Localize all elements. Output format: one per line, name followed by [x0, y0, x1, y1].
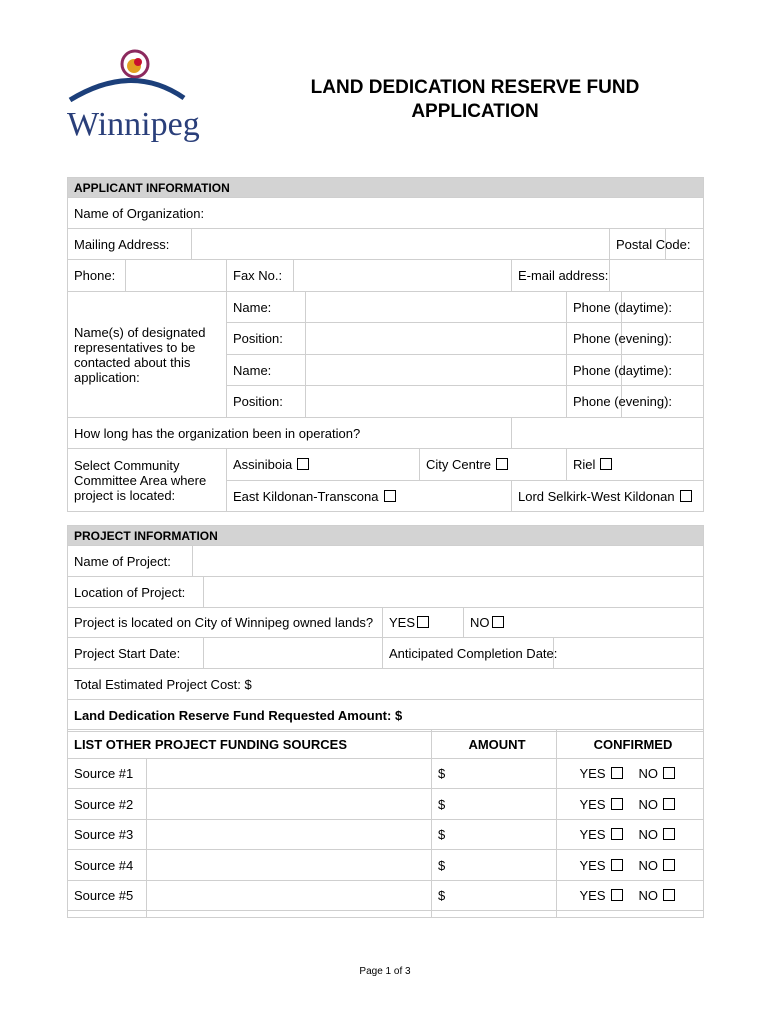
email-input[interactable]: [610, 260, 704, 292]
rep1-position-input[interactable]: [306, 323, 567, 355]
area-assiniboia[interactable]: Assiniboia: [227, 449, 420, 481]
project-name-input[interactable]: [193, 546, 704, 577]
amount-input[interactable]: $: [432, 881, 557, 911]
checkbox-icon[interactable]: [663, 889, 675, 901]
city-lands-no[interactable]: NO: [464, 608, 704, 638]
area-east-kildonan-transcona[interactable]: East Kildonan-Transcona: [227, 481, 512, 512]
postal-code-label: Postal Code:: [610, 229, 666, 260]
mailing-address-input[interactable]: [192, 229, 610, 260]
rep2-phone-evening-label: Phone (evening):: [567, 386, 622, 418]
amount-input[interactable]: $: [432, 850, 557, 881]
rep2-name-label: Name:: [227, 355, 306, 386]
logo-wordmark: Winnipeg: [67, 106, 200, 143]
confirmed-yes[interactable]: YES: [557, 759, 631, 789]
winnipeg-logo: [62, 42, 212, 152]
project-location-input[interactable]: [204, 577, 704, 608]
completion-date-input[interactable]: [554, 638, 704, 669]
rep1-name-input[interactable]: [306, 292, 567, 323]
start-date-input[interactable]: [204, 638, 383, 669]
funding-sources-header: LIST OTHER PROJECT FUNDING SOURCES: [68, 730, 432, 759]
spacer-cell: [631, 911, 704, 918]
page-title: LAND DEDICATION RESERVE FUND APPLICATION: [310, 77, 640, 122]
spacer-cell: [68, 911, 147, 918]
spacer-cell: [557, 911, 631, 918]
total-cost-field[interactable]: Total Estimated Project Cost: $: [68, 669, 704, 700]
checkbox-icon[interactable]: [611, 767, 623, 779]
source-input[interactable]: [147, 759, 432, 789]
source-input[interactable]: [147, 820, 432, 850]
source-label: Source #5: [68, 881, 147, 911]
source-input[interactable]: [147, 789, 432, 820]
years-in-operation-label: How long has the organization been in operation?: [68, 418, 512, 449]
organization-name-field[interactable]: Name of Organization:: [68, 198, 704, 229]
area-riel[interactable]: Riel: [567, 449, 704, 481]
checkbox-icon[interactable]: [492, 616, 504, 628]
checkbox-icon[interactable]: [611, 798, 623, 810]
amount-input[interactable]: $: [432, 789, 557, 820]
rep1-phone-evening-label: Phone (evening):: [567, 323, 622, 355]
checkbox-icon[interactable]: [663, 859, 675, 871]
rep2-position-input[interactable]: [306, 386, 567, 418]
checkbox-icon[interactable]: [384, 490, 396, 502]
project-information-table: [67, 525, 704, 732]
page-number: Page 1 of 3: [359, 966, 411, 977]
amount-input[interactable]: $: [432, 820, 557, 850]
checkbox-icon[interactable]: [663, 828, 675, 840]
project-name-label: Name of Project:: [68, 546, 193, 577]
checkbox-icon[interactable]: [611, 828, 623, 840]
completion-date-label: Anticipated Completion Date:: [383, 638, 554, 669]
source-label: Source #3: [68, 820, 147, 850]
checkbox-icon[interactable]: [663, 798, 675, 810]
area-city-centre[interactable]: City Centre: [420, 449, 567, 481]
funding-sources-table: [67, 729, 704, 918]
rep2-name-input[interactable]: [306, 355, 567, 386]
rep1-position-label: Position:: [227, 323, 306, 355]
email-label: E-mail address:: [512, 260, 610, 292]
checkbox-icon[interactable]: [496, 458, 508, 470]
phone-label: Phone:: [68, 260, 126, 292]
spacer-cell: [147, 911, 432, 918]
checkbox-icon[interactable]: [611, 889, 623, 901]
checkbox-icon[interactable]: [297, 458, 309, 470]
amount-header: AMOUNT: [432, 730, 557, 759]
rep2-position-label: Position:: [227, 386, 306, 418]
mailing-address-label: Mailing Address:: [68, 229, 192, 260]
source-input[interactable]: [147, 850, 432, 881]
checkbox-icon[interactable]: [611, 859, 623, 871]
amount-input[interactable]: $: [432, 759, 557, 789]
applicant-information-table: [67, 177, 704, 512]
confirmed-yes[interactable]: YES: [557, 820, 631, 850]
fax-input[interactable]: [294, 260, 512, 292]
project-location-label: Location of Project:: [68, 577, 204, 608]
checkbox-icon[interactable]: [600, 458, 612, 470]
confirmed-no[interactable]: NO: [631, 850, 704, 881]
confirmed-yes[interactable]: YES: [557, 850, 631, 881]
source-input[interactable]: [147, 881, 432, 911]
city-lands-label: Project is located on City of Winnipeg owned lands?: [68, 608, 383, 638]
phone-input[interactable]: [126, 260, 227, 292]
checkbox-icon[interactable]: [417, 616, 429, 628]
confirmed-no[interactable]: NO: [631, 789, 704, 820]
rep1-phone-daytime-label: Phone (daytime):: [567, 292, 622, 323]
community-area-label: Select Community Committee Area where project is located:: [68, 449, 227, 512]
rep1-name-label: Name:: [227, 292, 306, 323]
years-in-operation-input[interactable]: [512, 418, 704, 449]
city-lands-yes[interactable]: YES: [383, 608, 464, 638]
start-date-label: Project Start Date:: [68, 638, 204, 669]
area-lord-selkirk-west-kildonan[interactable]: Lord Selkirk-West Kildonan: [512, 481, 704, 512]
rep2-phone-daytime-label: Phone (daytime):: [567, 355, 622, 386]
source-label: Source #2: [68, 789, 147, 820]
confirmed-no[interactable]: NO: [631, 759, 704, 789]
source-label: Source #1: [68, 759, 147, 789]
fax-label: Fax No.:: [227, 260, 294, 292]
requested-amount-field[interactable]: Land Dedication Reserve Fund Requested Amount: $: [68, 700, 704, 732]
confirmed-yes[interactable]: YES: [557, 881, 631, 911]
applicant-section-header: APPLICANT INFORMATION: [68, 178, 704, 198]
project-section-header: PROJECT INFORMATION: [68, 526, 704, 546]
checkbox-icon[interactable]: [663, 767, 675, 779]
confirmed-no[interactable]: NO: [631, 820, 704, 850]
source-label: Source #4: [68, 850, 147, 881]
checkbox-icon[interactable]: [680, 490, 692, 502]
confirmed-yes[interactable]: YES: [557, 789, 631, 820]
spacer-cell: [432, 911, 557, 918]
confirmed-header: CONFIRMED: [557, 730, 704, 759]
representatives-label: Name(s) of designated representatives to be contacted about this application:: [68, 292, 227, 418]
confirmed-no[interactable]: NO: [631, 881, 704, 911]
